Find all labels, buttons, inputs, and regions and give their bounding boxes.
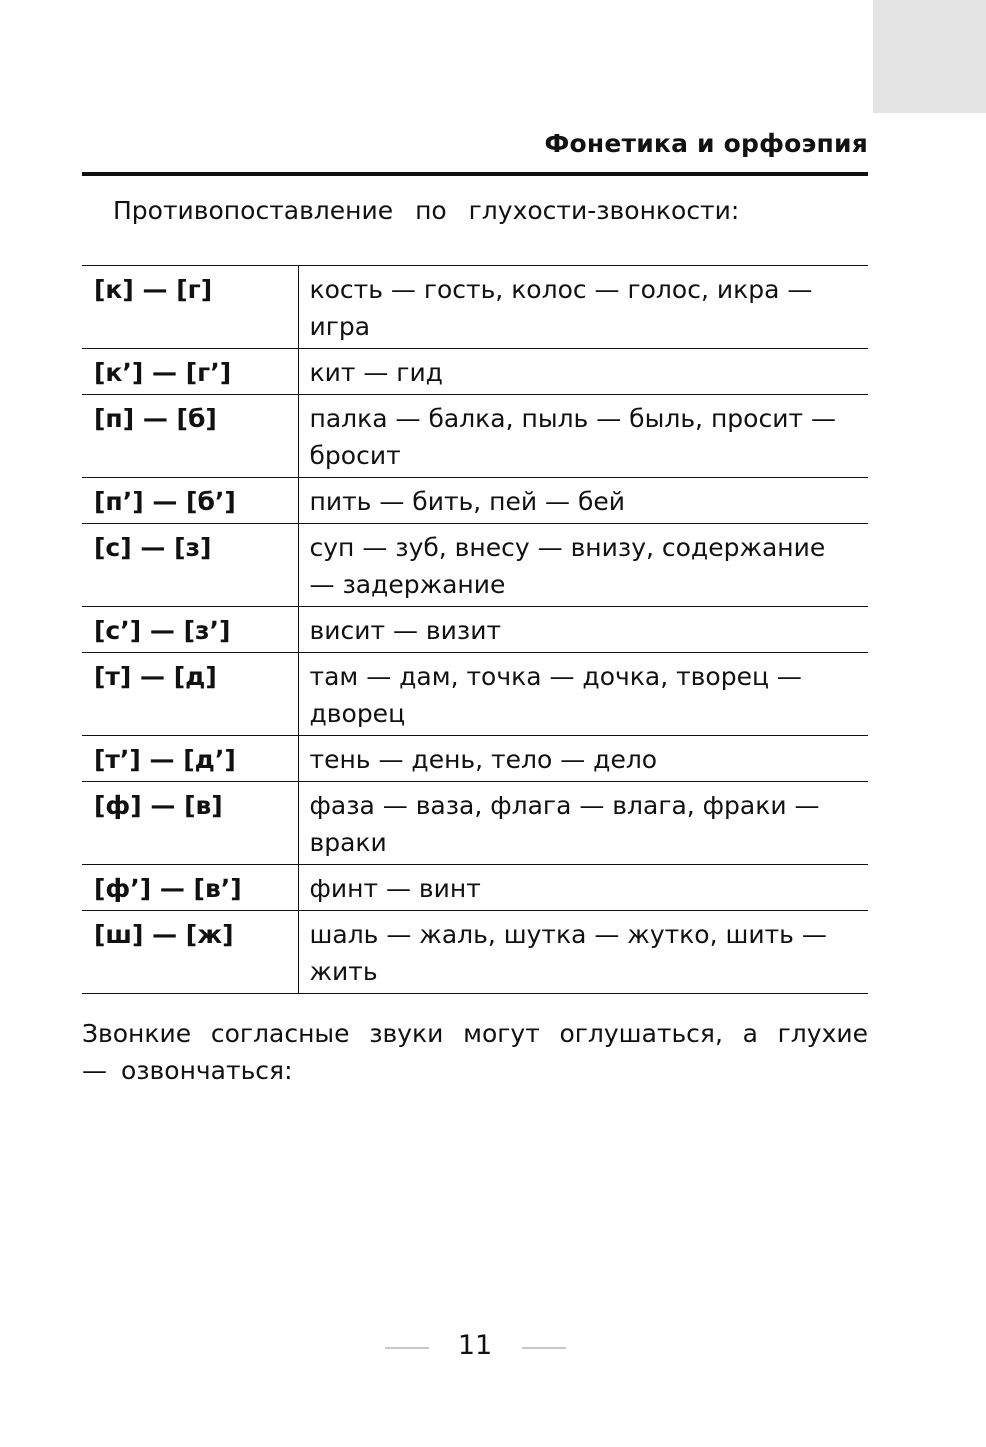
closing-paragraph: Звонкие согласные звуки могут оглушаться, а глухие — озвончаться: xyxy=(82,1019,868,1085)
corner-tab xyxy=(873,0,986,113)
word-examples: висит — визит xyxy=(298,607,868,653)
table-row xyxy=(82,782,868,865)
table-row xyxy=(82,607,868,653)
sound-pair: [пʼ] — [бʼ] xyxy=(82,478,298,524)
sound-pair: [с] — [з] xyxy=(82,524,298,607)
word-examples: шаль — жаль, шутка — жутко, шить — жить xyxy=(298,911,868,994)
sound-pair: [п] — [б] xyxy=(82,395,298,478)
table-row xyxy=(82,524,868,607)
word-examples: палка — балка, пыль — быль, просит — бросит xyxy=(298,395,868,478)
sound-pair: [ш] — [ж] xyxy=(82,911,298,994)
table-row xyxy=(82,395,868,478)
sound-pair: [к] — [г] xyxy=(82,266,298,349)
table-row xyxy=(82,865,868,911)
table-row xyxy=(82,349,868,395)
sound-pair: [т] — [д] xyxy=(82,653,298,736)
page-number: 11 xyxy=(457,1330,493,1361)
word-examples: фаза — ваза, флага — влага, фраки — враки xyxy=(298,782,868,865)
table-row xyxy=(82,266,868,349)
word-examples: суп — зуб, внесу — внизу, содержание — задержание xyxy=(298,524,868,607)
word-examples: там — дам, точка — дочка, творец — дворец xyxy=(298,653,868,736)
sound-pair: [тʼ] — [дʼ] xyxy=(82,736,298,782)
word-examples: тень — день, тело — дело xyxy=(298,736,868,782)
voicing-pairs-table xyxy=(82,265,868,994)
table-row xyxy=(82,911,868,994)
word-examples: кость — гость, колос — голос, икра — игра xyxy=(298,266,868,349)
word-examples: финт — винт xyxy=(298,865,868,911)
table-row xyxy=(82,478,868,524)
header-rule xyxy=(82,172,868,176)
table-row xyxy=(82,653,868,736)
sound-pair: [ф] — [в] xyxy=(82,782,298,865)
intro-paragraph: Противопоставление по глухости-звонкости: xyxy=(113,196,740,225)
word-examples: кит — гид xyxy=(298,349,868,395)
folio-rule-right xyxy=(522,1347,566,1349)
sound-pair: [сʼ] — [зʼ] xyxy=(82,607,298,653)
running-head: Фонетика и орфоэпия xyxy=(544,129,868,158)
sound-pair: [фʼ] — [вʼ] xyxy=(82,865,298,911)
word-examples: пить — бить, пей — бей xyxy=(298,478,868,524)
table-row xyxy=(82,736,868,782)
sound-pair: [кʼ] — [гʼ] xyxy=(82,349,298,395)
